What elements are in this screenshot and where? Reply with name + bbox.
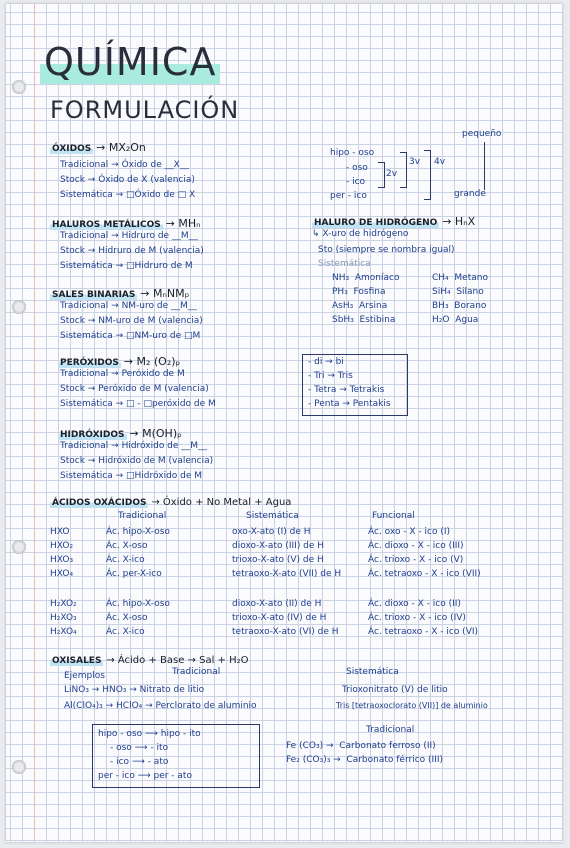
prefix-item: hipo - oso — [330, 148, 375, 158]
haluros-heading: HALUROS METÁLICOS — [52, 220, 161, 230]
acid-cell: dioxo-X-ato (III) de H — [232, 541, 325, 551]
acid-cell: tetraoxo-X-ato (VI) de H — [232, 627, 339, 637]
acid-formula: HXO — [50, 527, 70, 537]
acid-formula: H₂XO₃ — [50, 613, 77, 623]
acid-formula: HXO₃ — [50, 555, 74, 565]
acid-formula: HXO₂ — [50, 541, 74, 551]
oxidos-formula: → MX₂On — [96, 141, 146, 154]
oxisales-sist-label: Sistemática — [346, 667, 399, 677]
acid-cell: Ác. hipo-X-oso — [106, 599, 170, 609]
acid-formula: H₂XO₄ — [50, 627, 77, 637]
acid-cell: Ác. tetraoxo - X - ico (VI) — [368, 627, 479, 637]
suffix-row: per - ico ⟶ per - ato — [98, 771, 192, 781]
acidos-section: ÁCIDOS OXÁCIDOS → Óxido + No Metal + Agua — [52, 497, 292, 508]
hidroxidos-section: HIDRÓXIDOS → M(OH)ₚ — [60, 427, 182, 440]
oxidos-row: Stock → Óxido de X (valencia) — [60, 175, 195, 185]
oxisales-examples-label: Ejemplos — [64, 671, 105, 681]
prefix-group-4v: 4v — [434, 157, 446, 167]
hydride-row: PH₃ Fosfina — [332, 287, 386, 297]
haluros-row: Tradicional → Hidruro de __M__ — [60, 231, 198, 241]
boxed-item: - Penta → Pentakis — [308, 399, 391, 409]
oxidos-section — [50, 142, 146, 154]
acid-formula: H₂XO₂ — [50, 599, 77, 609]
acid-cell: oxo-X-ato (I) de H — [232, 527, 311, 537]
prefix-item: - oso — [346, 163, 368, 173]
hh-line: Sistemática — [318, 259, 371, 269]
oxisales-example-sist: Trioxonitrato (V) de litio — [342, 685, 448, 695]
prefix-group-3v: 3v — [409, 157, 421, 167]
oxidos-row: Tradicional → Óxido de __X__ — [60, 160, 189, 170]
oxidos-heading: ÓXIDOS — [52, 144, 92, 154]
boxed-item: - Tri → Tris — [308, 371, 353, 381]
oxisales-example-sist: Tris [tetraoxoclorato (VII)] de aluminio — [336, 701, 488, 710]
prefix-item: - ico — [346, 177, 366, 187]
peroxidos-section: PERÓXIDOS → M₂ (O₂)ₚ — [60, 355, 181, 368]
hydride-row: NH₃ Amoníaco — [332, 273, 400, 283]
acid-cell: Ác. dioxo - X - ico (II) — [368, 599, 461, 609]
acid-cell: trioxo-X-ato (V) de H — [232, 555, 324, 565]
binder-hole — [12, 300, 26, 314]
hidroxidos-row: Sistemática → □Hidróxido de M — [60, 471, 203, 481]
acid-cell: Ác. X-oso — [106, 541, 148, 551]
bracket — [378, 162, 385, 188]
hydride-row: H₂O Agua — [432, 315, 479, 325]
acid-cell: Ác. oxo - X - ico (I) — [368, 527, 451, 537]
hydride-row: SbH₃ Estibina — [332, 315, 396, 325]
sales-row: Sistemática → □NM-uro de □M — [60, 331, 201, 341]
page-subtitle: FORMULACIÓN — [50, 96, 240, 124]
peroxidos-row: Sistemática → □ - □peróxido de M — [60, 399, 216, 409]
acid-cell: dioxo-X-ato (II) de H — [232, 599, 322, 609]
acid-cell: Ác. per-X-ico — [106, 569, 162, 579]
acid-cell: Ác. hipo-X-oso — [106, 527, 170, 537]
acid-cell: Ác. X-ico — [106, 555, 145, 565]
oxisales-example: Al(ClO₄)₃ → HClO₄ → Perclorato de aluminio — [64, 701, 257, 711]
hydride-row: AsH₃ Arsina — [332, 301, 388, 311]
prefix-group-2v: 2v — [386, 169, 398, 179]
notebook-page — [6, 4, 562, 842]
acid-formula: HXO₄ — [50, 569, 74, 579]
peroxidos-row: Tradicional → Peróxido de M — [60, 369, 185, 379]
col-header: Tradicional — [118, 511, 167, 521]
haluros-section: HALUROS METÁLICOS → MHₙ — [52, 217, 201, 230]
acid-cell: Ác. X-ico — [106, 627, 145, 637]
fe-row: Fe (CO₃) → Carbonato ferroso (II) — [286, 741, 436, 751]
small-label: pequeño — [462, 129, 502, 139]
sales-row: Stock → NM-uro de M (valencia) — [60, 316, 203, 326]
suffix-row: - oso ⟶ - ito — [110, 743, 169, 753]
acid-cell: Ác. trioxo - X - ico (V) — [368, 555, 464, 565]
binder-hole — [12, 760, 26, 774]
oxidos-row: Sistemática → □Óxido de □ X — [60, 190, 196, 200]
acid-cell: tetraoxo-X-ato (VII) de H — [232, 569, 342, 579]
bracket — [400, 152, 407, 188]
suffix-row: - ico ⟶ - ato — [110, 757, 169, 767]
haluros-row: Sistemática → □Hidruro de M — [60, 261, 193, 271]
size-arrow — [484, 142, 485, 190]
bracket — [424, 150, 431, 200]
haluros-row: Stock → Hidruro de M (valencia) — [60, 246, 204, 256]
fe-row: Fe₂ (CO₃)₃ → Carbonato férrico (III) — [286, 755, 444, 765]
hh-line: ↳ X-uro de hidrógeno — [312, 229, 409, 239]
hidroxidos-row: Tradicional → Hidróxido de __M__ — [60, 441, 208, 451]
large-label: grande — [454, 189, 486, 199]
hidroxidos-row: Stock → Hidróxido de M (valencia) — [60, 456, 214, 466]
binder-hole — [12, 540, 26, 554]
hh-line: Sto (siempre se nombra igual) — [318, 245, 455, 255]
suffix-row: hipo - oso ⟶ hipo - ito — [98, 729, 201, 739]
acid-cell: Ác. dioxo - X - ico (III) — [368, 541, 464, 551]
margin-line — [34, 4, 35, 842]
acid-cell: Ác. X-oso — [106, 613, 148, 623]
sales-row: Tradicional → NM-uro de __M__ — [60, 301, 197, 311]
col-header: Funcional — [372, 511, 415, 521]
fe-trad-label: Tradicional — [366, 725, 415, 735]
hydride-row: CH₄ Metano — [432, 273, 488, 283]
haluro-hidrogeno-section: HALURO DE HIDRÓGENO → HₙX — [314, 215, 476, 228]
hydride-row: BH₃ Borano — [432, 301, 487, 311]
prefix-item: per - ico — [330, 191, 367, 201]
oxisales-section: OXISALES → Ácido + Base → Sal + H₂O — [52, 655, 249, 666]
peroxidos-row: Stock → Peróxido de M (valencia) — [60, 384, 209, 394]
oxisales-trad-label: Tradicional — [172, 667, 221, 677]
acid-cell: trioxo-X-ato (IV) de H — [232, 613, 327, 623]
oxisales-example: LiNO₃ → HNO₃ → Nitrato de litio — [64, 685, 205, 695]
sales-binarias-section: SALES BINARIAS → MₙNMₚ — [52, 287, 190, 300]
boxed-item: - Tetra → Tetrakis — [308, 385, 385, 395]
acid-cell: Ác. tetraoxo - X - ico (VII) — [368, 569, 481, 579]
col-header: Sistemática — [246, 511, 299, 521]
hydride-row: SiH₄ Silano — [432, 287, 484, 297]
page-title: QUÍMICA — [40, 40, 220, 84]
acid-cell: Ác. trioxo - X - ico (IV) — [368, 613, 466, 623]
binder-hole — [12, 80, 26, 94]
boxed-item: - di → bi — [308, 357, 344, 367]
